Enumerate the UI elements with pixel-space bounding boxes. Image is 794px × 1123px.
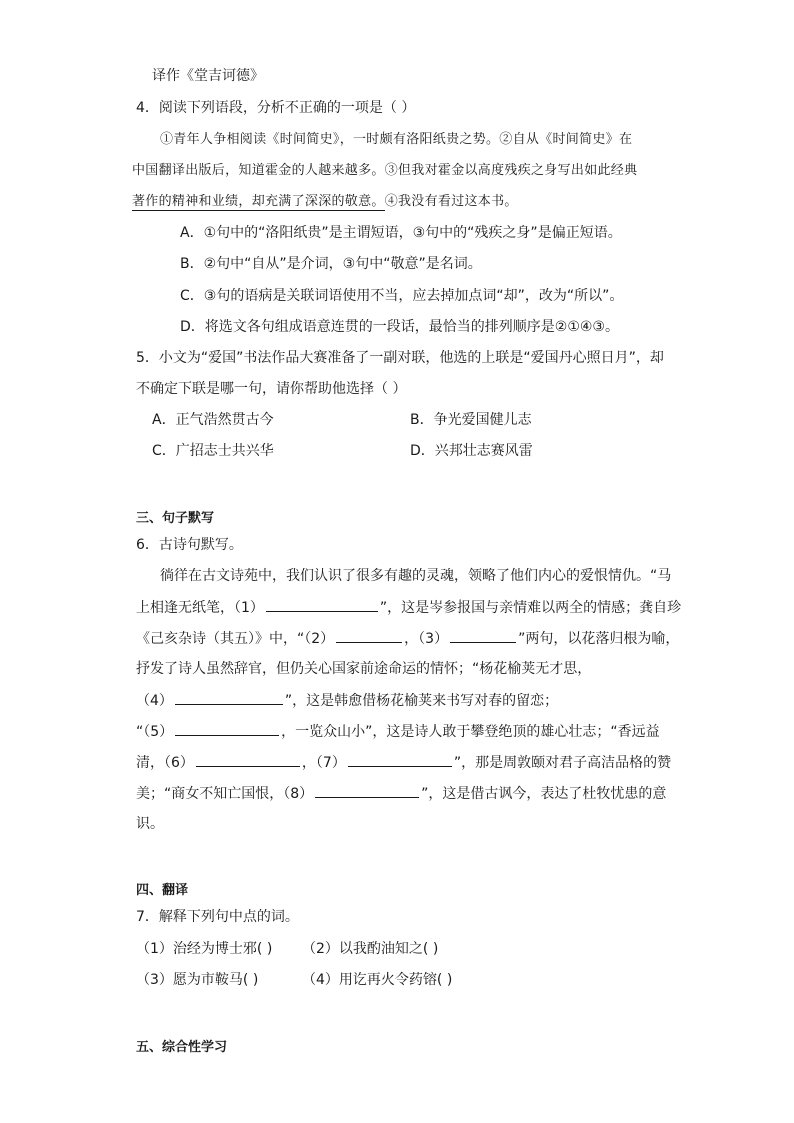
q6-line-8-text-b: ”，这是借古讽今，表达了杜牧忧患的意 [421, 786, 667, 802]
q4-passage-sentence-4: ④我没有看过这本书。 [384, 194, 518, 209]
q5-option-b: B．争光爱国健儿志 [410, 412, 532, 428]
top-line: 译作《堂吉诃德》 [152, 68, 264, 84]
q6-line-8-text-a: 美；“商女不知亡国恨，（8） [136, 786, 314, 802]
q6-line-2-text-a: 上相逢无纸笔，（1） [136, 600, 264, 616]
q6-line-4: 抒发了诗人虽然辞官，但仍关心国家前途命运的情怀；“杨花榆荚无才思， [136, 661, 592, 677]
answer-blank-6[interactable] [196, 752, 300, 767]
q6-line-6-text-a: “（5） [136, 724, 174, 740]
q4-passage-line-1: ①青年人争相阅读《时间简史》，一时颇有洛阳纸贵之势。②自从《时间简史》在 [160, 132, 633, 147]
q7-stem: 7．解释下列句中点的词。 [136, 909, 299, 925]
q7-item-4: （4）用讫再火令药镕( ) [302, 972, 453, 988]
answer-blank-2[interactable] [336, 628, 402, 643]
q4-option-a: A．①句中的“洛阳纸贵”是主谓短语，③句中的“残疾之身”是偏正短语。 [180, 225, 622, 241]
section-4-title: 四、翻译 [136, 883, 189, 898]
q7-item-2: （2）以我酌油知之( ) [302, 941, 439, 957]
q6-line-6-text-b: ，一览众山小”，这是诗人敢于攀登绝顶的雄心壮志；“香远益 [281, 724, 660, 740]
q6-line-7-text-b: ，（7） [301, 755, 346, 771]
q7-item-3: （3）愿为市鞍马( ) [136, 972, 259, 988]
q6-stem: 6．古诗句默写。 [136, 537, 243, 553]
q6-line-5 [136, 690, 558, 711]
q5-option-c: C．广招志士共兴华 [152, 443, 274, 459]
q6-line-7-text-a: 清，（6） [136, 755, 194, 771]
q7-item-1: （1）治经为博士邪( ) [136, 941, 273, 957]
q6-line-2-text-b: ”，这是岑参报国与亲情难以两全的情感；龚自珍 [379, 600, 682, 616]
q5-option-d: D．兴邦壮志赛风雷 [410, 443, 533, 459]
answer-blank-7[interactable] [348, 752, 452, 767]
answer-blank-1[interactable] [266, 597, 378, 612]
q6-line-3-text-a: 《己亥杂诗（其五）》中，“（2） [136, 631, 335, 647]
q6-line-5-text-b: ”，这是韩愈借杨花榆荚来书写对春的留恋； [284, 693, 559, 709]
section-3-title: 三、句子默写 [136, 511, 215, 526]
q6-line-3 [136, 628, 679, 649]
q6-line-3-text-c: ”两句，以花落归根为喻， [518, 631, 680, 647]
q4-passage-underlined: 著作的精神和业绩，却充满了深深的敬意。 [132, 194, 385, 209]
q6-line-3-text-b: ，（3） [404, 631, 449, 647]
q6-line-9: 识。 [136, 816, 164, 832]
q4-stem: 4．阅读下列语段，分析不正确的一项是（ ） [136, 100, 416, 116]
q6-line-5-text-a: （4） [136, 693, 173, 709]
q6-line-7-text-c: ”，那是周敦颐对君子高洁品格的赞 [453, 755, 672, 771]
answer-blank-4[interactable] [175, 690, 283, 705]
q5-option-a: A．正气浩然贯古今 [152, 412, 274, 428]
answer-blank-5[interactable] [175, 721, 279, 736]
q4-option-b: B．②句中“自从”是介词，③句中“敬意”是名词。 [180, 256, 482, 272]
q4-option-d: D．将选文各句组成语意连贯的一段话，最恰当的排列顺序是②①④③。 [180, 319, 619, 335]
answer-blank-8[interactable] [315, 783, 419, 798]
q5-stem-line-1: 5．小文为“爱国”书法作品大赛准备了一副对联，他选的上联是“爱国丹心照日月”，却 [136, 350, 664, 366]
q5-stem-line-2: 不确定下联是哪一句，请你帮助他选择（ ） [136, 381, 407, 397]
section-5-title: 五、综合性学习 [136, 1040, 228, 1055]
q6-line-6 [136, 721, 660, 742]
q6-line-8 [136, 783, 666, 804]
q6-line-2 [136, 597, 681, 618]
answer-blank-3[interactable] [450, 628, 516, 643]
q4-option-c: C．③句的语病是关联词语使用不当，应去掉加点词“却”，改为“所以”。 [180, 288, 624, 304]
q4-passage-line-2: 中国翻译出版后，知道霍金的人越来越多。③但我对霍金以高度残疾之身写出如此经典 [132, 163, 638, 178]
q4-passage-line-3 [132, 192, 518, 212]
q6-line-7 [136, 752, 671, 773]
q6-line-1: 徜徉在古文诗苑中，我们认识了很多有趣的灵魂，领略了他们内心的爱恨情仇。“马 [160, 568, 672, 584]
